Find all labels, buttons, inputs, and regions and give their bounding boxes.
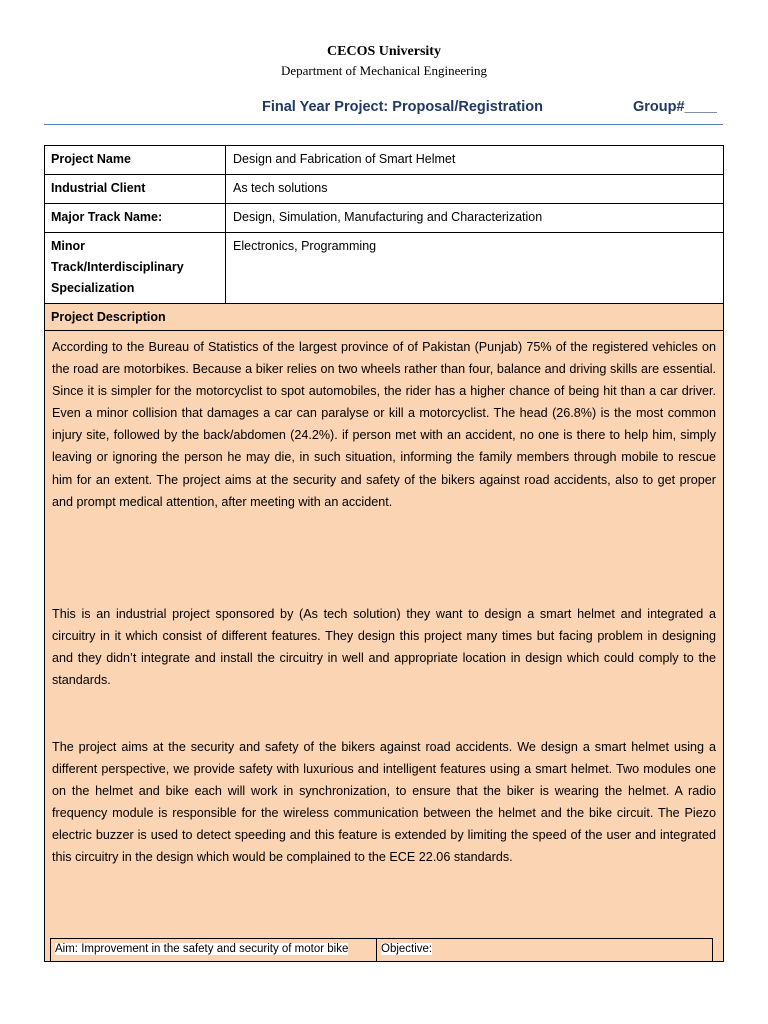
industrial-client-label: Industrial Client	[45, 175, 226, 203]
header-rule	[44, 124, 723, 125]
project-description-body	[45, 331, 723, 961]
group-number-field: Group#____	[633, 99, 717, 115]
major-track-row	[45, 204, 723, 233]
minor-track-value: Electronics, Programming	[233, 239, 377, 253]
university-name: CECOS University	[327, 44, 441, 59]
major-track-label: Major Track Name:	[45, 204, 226, 232]
industrial-client-value: As tech solutions	[233, 181, 328, 195]
project-name-label: Project Name	[45, 146, 226, 174]
project-name-row	[45, 146, 723, 175]
industrial-client-row	[45, 175, 723, 204]
form-title: Final Year Project: Proposal/Registration	[262, 99, 543, 115]
aim-objective-row	[50, 938, 713, 962]
description-paragraph: This is an industrial project sponsored by (As tech solution) they want to design a smart helmet and integrated a circuitry in it which consist of different features. They design this project many times but facing problem in designing and they didn’t integrate and install the circuitry in well and appropriate location in design which could comply to the standards.	[52, 607, 716, 688]
minor-track-label: Minor Track/Interdisciplinary Specialization	[45, 233, 226, 303]
project-name-value: Design and Fabrication of Smart Helmet	[233, 152, 456, 166]
objective-text: Objective:	[381, 943, 433, 955]
description-paragraph: According to the Bureau of Statistics of the largest province of of Pakistan (Punjab) 75% of the registered vehicles on the road are motorbikes. Because a biker relies on two wheels rather than four, balance and driving skills are essential. Since it is simpler for the motorcyclist to spot automobiles, the rider has a higher chance of being hit than a car driver. Even a minor collision that damages a car can paralyse or kill a motorcyclist. The head (26.8%) is the most common injury site, followed by the back/abdomen (24.2%). if person met with an accident, no one is there to help him, simply leaving or ignoring the person he may die, in such situation, informing the family members through mobile to rescue him for an extent. The project aims at the security and safety of the bikers against road accidents, also to get proper and prompt medical attention, after meeting with an accident.	[52, 340, 716, 509]
description-paragraph: The project aims at the security and safety of the bikers against road accidents. We design a smart helmet using a different perspective, we provide safety with luxurious and intelligent features using a smart helmet. Two modules one on the helmet and bike each will work in synchronization, to ensure that the biker is wearing the helmet. A radio frequency module is responsible for the wireless communication between the helmet and the bike circuit. The Piezo electric buzzer is used to detect speeding and this feature is extended by limiting the speed of the user and integrated this circuitry in the design which would be complained to the ECE 22.06 standards.	[52, 740, 716, 865]
project-description-heading: Project Description	[45, 304, 723, 331]
minor-track-row	[45, 233, 723, 304]
department-name: Department of Mechanical Engineering	[280, 63, 488, 78]
aim-cell	[51, 939, 377, 961]
project-form-table	[44, 145, 724, 962]
major-track-value: Design, Simulation, Manufacturing and Characterization	[233, 210, 543, 224]
objective-cell	[377, 939, 712, 961]
aim-text: Aim: Improvement in the safety and security of motor bike	[55, 943, 349, 955]
